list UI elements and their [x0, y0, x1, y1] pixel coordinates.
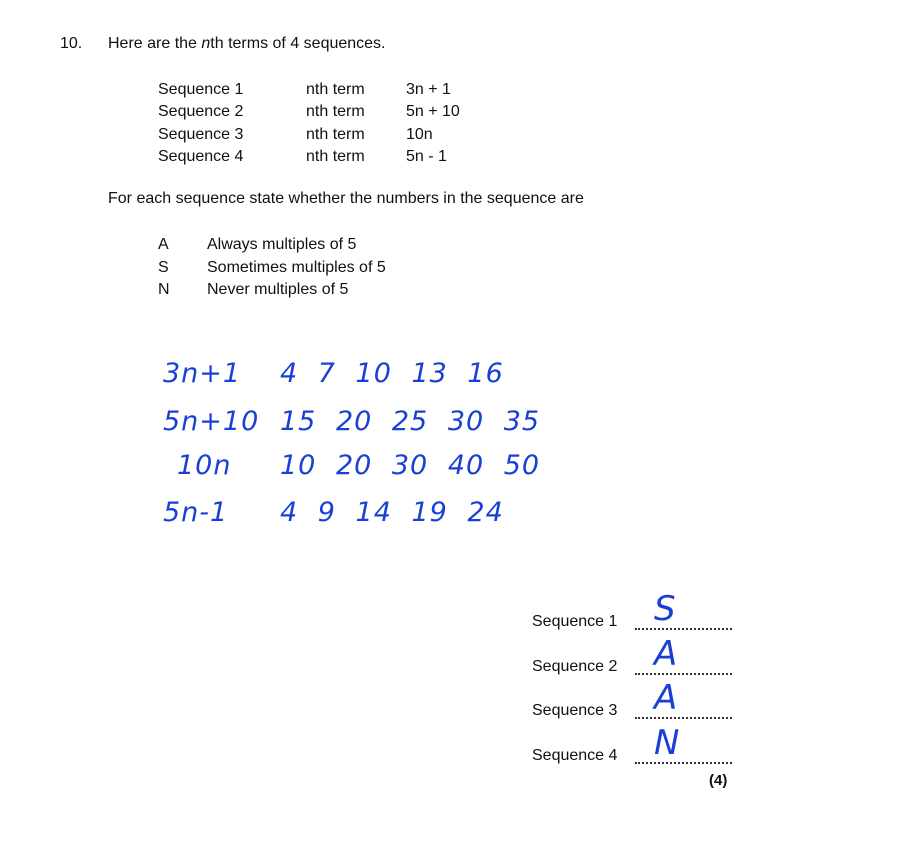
option-description: Sometimes multiples of 5 [207, 258, 386, 276]
option-code: S [158, 258, 169, 276]
working-expression: 3n+1 [163, 358, 242, 389]
nth-term-label: nth term [306, 81, 365, 98]
answer-line[interactable] [635, 627, 732, 630]
handwritten-answer: N [654, 723, 680, 764]
answer-row [532, 678, 742, 739]
question-stem-end: th terms of 4 sequences. [210, 35, 386, 52]
question-stem [108, 35, 386, 53]
nth-term-label: nth term [306, 103, 365, 121]
answer-line[interactable] [635, 761, 732, 764]
working-values: 4 7 10 13 16 [280, 358, 504, 389]
answer-label: Sequence 3 [532, 702, 618, 720]
marks-total: (4) [709, 772, 728, 789]
answer-line[interactable] [635, 716, 732, 719]
option-description: Always multiples of 5 [207, 236, 357, 253]
working-expression: 10n [177, 450, 232, 481]
option-code: N [158, 281, 170, 298]
working-expression: 5n+10 [163, 406, 260, 437]
nth-term-label: nth term [306, 147, 365, 165]
working-values: 4 9 14 19 24 [280, 497, 504, 528]
answer-row [532, 589, 742, 650]
working-row [0, 406, 915, 446]
handwritten-answer: A [654, 678, 678, 719]
option-code: A [158, 236, 169, 253]
working-expression: 5n-1 [163, 497, 229, 528]
answer-row [532, 633, 742, 695]
sequence-name: Sequence 4 [158, 147, 244, 165]
working-row [0, 358, 915, 398]
nth-term-label: nth term [306, 125, 365, 143]
sequence-name: Sequence 3 [158, 125, 244, 143]
option-description: Never multiples of 5 [207, 281, 349, 298]
nth-term-expression: 5n + 10 [406, 103, 460, 121]
question-stem-start: Here are the [108, 35, 202, 52]
sequence-name: Sequence 1 [158, 81, 244, 98]
question-number: 10. [60, 35, 83, 52]
working-row [0, 497, 915, 537]
answer-label: Sequence 4 [532, 747, 618, 765]
sequence-name: Sequence 2 [158, 103, 244, 121]
answer-label: Sequence 2 [532, 657, 618, 675]
question-stem-italic: n [201, 35, 211, 52]
answer-section [532, 589, 742, 784]
answer-line[interactable] [635, 672, 732, 675]
instruction-text: For each sequence state whether the numbers in the sequence are [108, 190, 584, 207]
handwritten-answer: A [654, 633, 678, 674]
working-values: 10 20 30 40 50 [280, 450, 541, 481]
handwritten-answer: S [654, 589, 676, 629]
nth-term-expression: 5n - 1 [406, 147, 447, 165]
working-row [0, 450, 915, 490]
nth-term-expression: 10n [406, 125, 433, 143]
answer-label: Sequence 1 [532, 613, 618, 630]
working-values: 15 20 25 30 35 [280, 406, 541, 437]
nth-term-expression: 3n + 1 [406, 81, 451, 98]
